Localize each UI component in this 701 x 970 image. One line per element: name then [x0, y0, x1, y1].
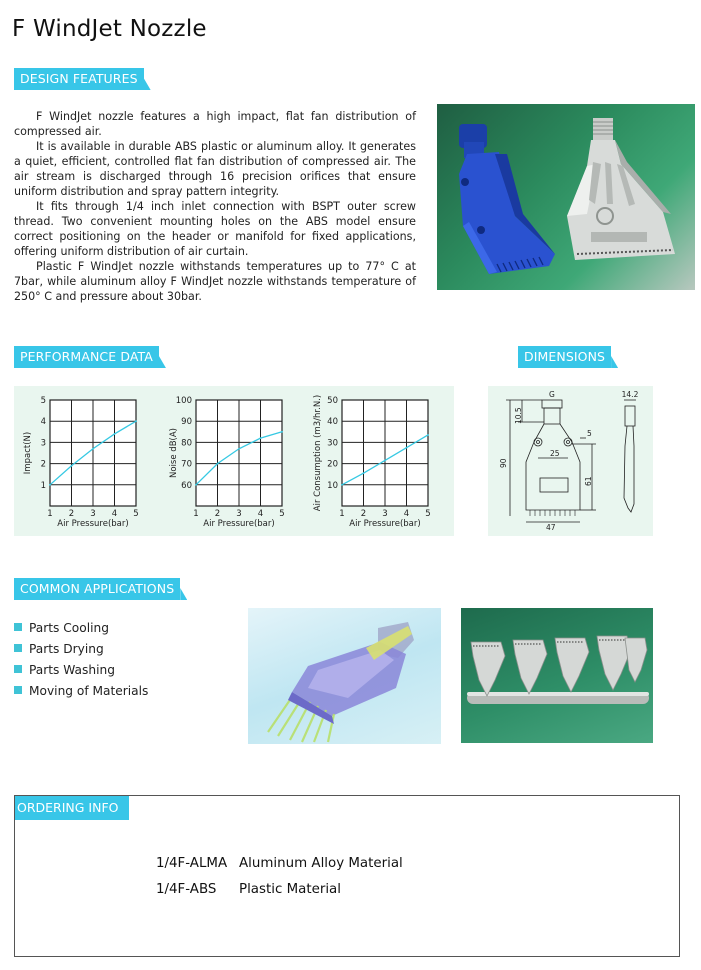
square-bullet-icon — [14, 644, 22, 652]
dim-total-height-label: 90 — [499, 458, 508, 468]
body-outline — [526, 424, 580, 510]
manifold-illustration — [461, 608, 653, 743]
list-item: Parts Cooling — [14, 618, 148, 639]
chart-data-point — [114, 433, 116, 435]
chart-y-tick-label: 70 — [181, 459, 192, 470]
chart-x-axis-label: Air Pressure(bar) — [203, 519, 275, 529]
list-item: Moving of Materials — [14, 681, 148, 702]
chart-x-tick-label: 4 — [403, 509, 410, 519]
chart-x-tick-label: 5 — [133, 509, 139, 519]
dim-thread-label: G — [549, 390, 555, 399]
nozzle-product-photo — [437, 104, 695, 290]
chart-x-tick-label: 2 — [214, 509, 221, 519]
dim-top-height-label: 10.5 — [514, 407, 523, 424]
dim-hole-offset-label: 5 — [587, 429, 592, 438]
chart-x-tick-label: 2 — [68, 509, 75, 519]
dim-width-label: 47 — [546, 523, 556, 532]
chart-y-tick-label: 40 — [327, 417, 338, 428]
chart-data-point — [71, 465, 73, 467]
nozzle-product-illustration — [437, 104, 695, 290]
chart-y-tick-label: 50 — [327, 396, 338, 406]
blue-abs-nozzle — [459, 124, 555, 274]
chart-x-tick-label: 4 — [257, 509, 264, 519]
design-paragraph: It fits through 1/4 inch inlet connection with BSPT outer screw thread. Two convenient mounting holes on the ABS model ensure correct positioning on the header or manifold for fixed applications, offering uniform distribution of air curtain. — [14, 200, 416, 258]
chart-y-tick-label: 5 — [40, 396, 46, 406]
chart-x-tick-label: 4 — [111, 509, 118, 519]
performance-charts — [14, 386, 454, 536]
ordering-info-heading: ORDERING INFO — [15, 796, 129, 820]
dimension-drawing — [488, 386, 653, 536]
design-paragraph: Plastic F WindJet nozzle withstands temperatures up to 77° C at 7bar, while aluminum alloy F WindJet nozzle withstands temperature of 250° C and pressure about 30bar. — [14, 260, 416, 303]
thread-outline — [542, 400, 562, 408]
chart-y-axis-label: Air Consumption (m3/hr.N.) — [313, 394, 323, 512]
chart-y-tick-label: 10 — [327, 480, 338, 491]
chart-y-axis-label: Impact(N) — [23, 431, 33, 475]
list-item: Parts Drying — [14, 639, 148, 660]
design-paragraph: F WindJet nozzle features a high impact, flat fan distribution of compressed air. — [14, 110, 416, 138]
chart-y-tick-label: 60 — [181, 480, 192, 491]
order-code: 1/4F-ALMA — [156, 856, 228, 871]
page-title: F WindJet Nozzle — [12, 16, 207, 42]
design-paragraph: It is available in durable ABS plastic or aluminum alloy. It generates a quiet, efficient, controlled flat fan distribution of compressed air. The air stream is discharged through 16 precision orifices that ensure uniform distribution and spray pattern integrity. — [14, 140, 416, 198]
airflow-illustration-photo — [248, 608, 441, 744]
chart-data-point — [281, 431, 283, 433]
chart-data-point — [427, 434, 429, 436]
performance-data-heading: PERFORMANCE DATA — [14, 346, 159, 368]
chart-x-axis-label: Air Pressure(bar) — [57, 519, 129, 529]
chart-y-tick-label: 20 — [327, 459, 338, 470]
order-code: 1/4F-ABS — [156, 882, 217, 897]
chart-y-tick-label: 3 — [40, 438, 46, 449]
chart-x-tick-label: 3 — [382, 509, 388, 519]
chart-x-tick-label: 1 — [193, 509, 199, 519]
chart-x-tick-label: 3 — [236, 509, 242, 519]
order-description: Aluminum Alloy Material — [239, 856, 403, 871]
chart-y-tick-label: 80 — [181, 438, 192, 449]
chart-x-tick-label: 1 — [339, 509, 345, 519]
common-applications-heading: COMMON APPLICATIONS — [14, 578, 180, 600]
chart-data-point — [135, 420, 137, 422]
chart-y-tick-label: 100 — [175, 396, 192, 406]
chart-data-point — [195, 484, 197, 486]
square-bullet-icon — [14, 665, 22, 673]
chart-x-tick-label: 3 — [90, 509, 96, 519]
square-bullet-icon — [14, 686, 22, 694]
square-bullet-icon — [14, 623, 22, 631]
aluminum-nozzle — [567, 118, 675, 260]
chart-data-point — [238, 448, 240, 450]
airflow-illustration — [248, 608, 441, 744]
dim-body-height-label: 61 — [584, 476, 593, 486]
dimensions-heading: DIMENSIONS — [518, 346, 611, 368]
chart-y-tick-label: 90 — [181, 417, 192, 428]
label-window — [540, 478, 568, 492]
order-row — [156, 882, 341, 897]
manifold-setup-photo — [461, 608, 653, 743]
dim-thickness-label: 14.2 — [621, 390, 639, 399]
list-item: Parts Washing — [14, 660, 148, 681]
ordering-info-panel — [14, 795, 680, 957]
dimensions-panel — [488, 386, 653, 536]
chart-data-point — [49, 484, 51, 486]
chart-y-axis-label: Noise dB(A) — [169, 428, 179, 478]
design-features-text — [14, 109, 416, 304]
chart-x-axis-label: Air Pressure(bar) — [349, 519, 421, 529]
order-row — [156, 856, 403, 871]
chart-data-point — [406, 447, 408, 449]
chart-y-tick-label: 1 — [40, 480, 46, 491]
chart-data-point — [341, 484, 343, 486]
chart-x-tick-label: 1 — [47, 509, 53, 519]
chart-data-point — [217, 463, 219, 465]
chart-data-point — [363, 472, 365, 474]
chart-x-tick-label: 5 — [279, 509, 285, 519]
chart-data-point — [92, 448, 94, 450]
chart-data-point — [260, 437, 262, 439]
performance-charts-panel — [14, 386, 454, 536]
chart-y-tick-label: 2 — [40, 459, 46, 470]
order-description: Plastic Material — [239, 882, 341, 897]
chart-y-tick-label: 4 — [40, 417, 46, 428]
chart-data-point — [384, 460, 386, 462]
applications-list — [14, 618, 148, 702]
chart-y-tick-label: 30 — [327, 438, 338, 449]
design-features-heading: DESIGN FEATURES — [14, 68, 144, 90]
chart-x-tick-label: 2 — [360, 509, 367, 519]
chart-x-tick-label: 5 — [425, 509, 431, 519]
neck-outline — [544, 408, 560, 424]
dim-hole-spacing-label: 25 — [550, 449, 560, 458]
